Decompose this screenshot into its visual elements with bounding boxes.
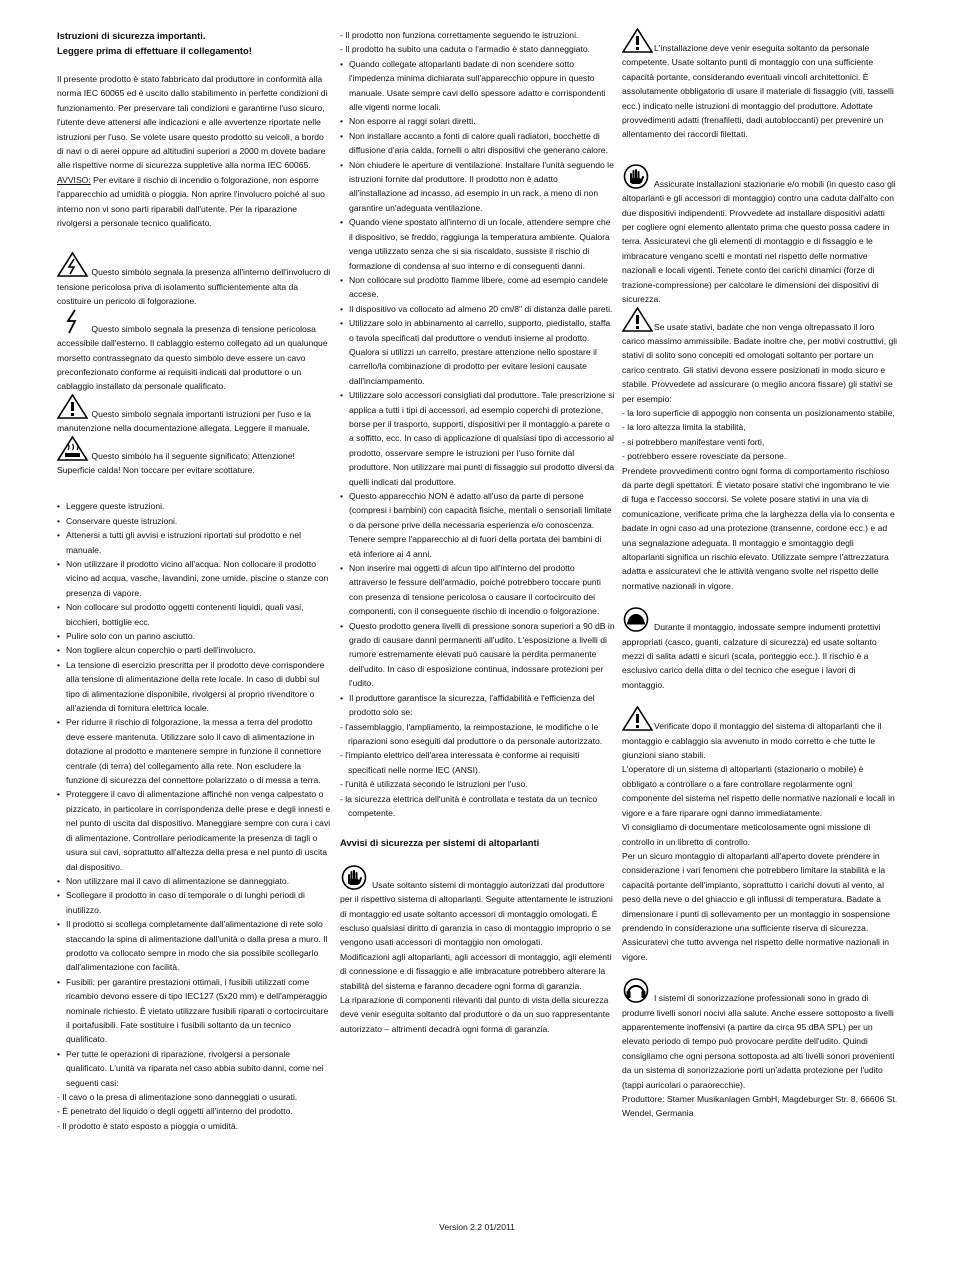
section-paragraph — [340, 865, 615, 950]
list-item: • Non chiudere le aperture di ventilazione. Installare l'unità seguendo le istruzioni fornite dal produttore. Il prodotto non è adatto all'installazione ad incasso, ad esempio in un rack, a meno di non garantire un'adeguata ventilazione. — [340, 158, 615, 216]
list-item: - Il prodotto è stato esposto a pioggia o umidità. — [57, 1120, 239, 1131]
bullet-list-1 — [57, 499, 332, 1090]
list-item: • Attenersi a tutti gli avvisi e istruzioni riportati sul prodotto e nel manuale. — [57, 528, 332, 557]
list-item: • Proteggere il cavo di alimentazione affinché non venga calpestato o pizzicato, in particolare in corrispondenza delle prese e degli innesti e nel punto di uscita dal dispositivo. Maneggiare sempre con cura i cavi di alimentazione. Controllare periodicamente la presenza di tagli o usura sui cavi, soprattutto all'altezza della presa e nel punto di uscita dal dispositivo. — [57, 787, 332, 873]
list-item: - Il prodotto non funziona correttamente seguendo le istruzioni. — [340, 30, 579, 40]
symbol2-text: Questo simbolo segnala la presenza di tensione pericolosa accessibile dall'esterno. Il cablaggio esterno collegato ad un qualunque morsetto contrassegnato da questo simbolo deve essere un cavo preconfezionato conforme ai requisiti indicati dal produttore o un cablaggio installato da personale qualificato. — [57, 323, 328, 392]
list-item: • Leggere queste istruzioni. — [57, 499, 332, 513]
p2-text: Assicurate installazioni stazionarie e/o mobili (in questo caso gli altoparlanti e gli accessori di montaggio) contro una caduta dall'alto con due dispositivi indipendenti. Provvedete ad installare dispositivi adatti per cogliere ogni elemento allentato prima che questo possa cadere in terra. Assicuratevi che gli elementi di montaggio e di fissaggio e le imbracature vengano scelti e montati nel rispetto delle normative nazionali e locali vigenti. Tenete conto dei carichi dinamici (forze di trazione-compressione) per calcolare le dimensioni dei dispositivi di sicurezza. — [622, 178, 896, 305]
p5c-text: Vi consigliamo di documentare meticolosamente ogni missione di controllo in un libretto di controllo. — [622, 822, 871, 847]
list-item: • Per tutte le operazioni di riparazione, rivolgersi a personale qualificato. L'unità va riparata nel caso abbia subito danni, come nei seguenti casi: — [57, 1047, 332, 1090]
list-item: • Pulire solo con un panno asciutto. — [57, 629, 332, 643]
list-item: - la loro superficie di appoggio non consenta un posizionamento stabile, — [622, 407, 895, 418]
exclamation-triangle-icon — [622, 706, 653, 731]
column-2 — [340, 28, 615, 1036]
intro-text: Il presente prodotto è stato fabbricato dal produttore in conformità alla norma IEC 60065 ed è uscito dallo stabilimento in perfette condizioni di funzionamento. Per preservare tali condizioni e garantirne l'uso sicuro, l'utente deve attenersi alle indicazioni e alle avvertenze riportate nelle istruzioni per l'uso. Se volete usare questo prodotto su veicoli, a bordo di navi o di aerei oppure ad altitudini superiori a 2000 m dovete badare alle rispettive norme di sicurezza suppletive alla norma IEC 60065. — [57, 74, 328, 171]
p4-text: Durante il montaggio, indossate sempre indumenti protettivi appropriati (casco, guanti, calzature di sicurezza) ed usate soltanto mezzi di salita adatti e sicuri (scala, ponteggio ecc.). Il rischio è a esclusivo carico della ditta o del tecnico che esegue i lavori di montaggio. — [622, 622, 881, 690]
list-item: - l'assemblaggio, l'ampliamento, la reimpostazione, le modifiche o le riparazioni sono eseguiti dal produttore o da personale autorizzato. — [340, 721, 603, 746]
verify-paragraph — [622, 706, 898, 762]
list-item: • Non inserire mai oggetti di alcun tipo all'interno del prodotto attraverso le fessure dell'armadio, poiché potrebbero toccare punti con presenza di tensione pericolosa o causare il cortocircuito dei componenti, con il conseguente rischio di incendio o folgorazione. — [340, 561, 615, 619]
ear-protection-icon — [622, 978, 653, 1003]
p5b-text: L'operatore di un sistema di altoparlanti (stazionario o mobile) è obbligato a controllare o a fare controllare regolarmente ogni componente del sistema nel rispetto delle normative nazionali e locali in vigore e a fare riparare ogni danno immediatamente. — [622, 764, 895, 818]
version-footer: Version 2.2 01/2011 — [439, 1222, 515, 1232]
section-text: Usate soltanto sistemi di montaggio autorizzati dal produttore per il rispettivo sistema di altoparlanti. Seguite attentamente le istruzioni di montaggio ed usate soltanto accessori di montaggio omologati. È escluso qualsiasi diritto di garanzia in caso di montaggio improprio o se vengono usati accessori di montaggio non omologati. — [340, 879, 613, 948]
helmet-paragraph — [622, 607, 898, 692]
p5d-text: Per un sicuro montaggio di altoparlanti all'aperto dovete prendere in considerazione i vari fenomeni che potrebbero limitare la stabilità e la capacità portante dell'impianto, soprattutto i carichi dovuti al vento, al peso della neve o del ghiaccio e gli influssi di temperatura. Badate a dimensionare i punti di sollevamento per un montaggio in sospensione prendendo in considerazione una sufficiente riserva di sicurezza. Assicuratevi che tutto avvenga nel rispetto delle normative nazionali in vigore. — [622, 850, 891, 962]
stand-paragraph — [622, 307, 898, 406]
symbol4-text: Questo simbolo ha il seguente significato: Attenzione! Superficie calda! Non toccare per evitare scottature. — [57, 450, 295, 475]
list-item: • Utilizzare solo accessori consigliati dal produttore. Tale prescrizione si applica a tutti i tipi di accessori, ad esempio coperchi di protezione, borse per il trasporto, supporti, dispositivi per il montaggio a parete o a soffitto, ecc. In caso di applicazione di qualsiasi tipo di accessorio al prodotto, osservare sempre le istruzioni per l'uso fornite dal produttore. Non utilizzare mai punti di fissaggio sul prodotto diversi da quelli indicati dal produttore. — [340, 388, 615, 489]
list-item: • Questo apparecchio NON è adatto all'uso da parte di persone (compresi i bambini) con capacità fisiche, mentali o sensoriali limitate o da persone prive della necessaria esperienza e/o conoscenza. Tenere sempre l'apparecchio al di fuori della portata dei bambini di età inferiore ai 4 anni. — [340, 489, 615, 561]
list-item: - l'unità è utilizzata secondo le istruzioni per l'uso. — [340, 779, 528, 790]
list-item: • Quando collegate altoparlanti badate di non scendere sotto l'impedenza minima dichiarata sull'apparecchio oppure in questo manuale. Usate sempre cavi dello spessore adatto e corrispondenti alle vigenti norme locali. — [340, 57, 615, 115]
p3b-text: Prendete provvedimenti contro ogni forma di comportamento rischioso da parte degli spettatori. È vietato posare stativi che ingombrano le vie di fuga e l'accesso soccorsi. Se volete posare stativi in una via di comunicazione, verificate prima che la larghezza della via lo consenta e badate in ogni caso ad una protezione (transenne, cordone ecc.) e ad una segnalazione adeguata. Il montaggio e smontaggio degli altoparlanti significa un rischio elevato. Utilizzate sempre l'attrezzatura adatta e assicuratevi che le attività vengano svolte nel rispetto delle normative nazionali in vigore. — [622, 465, 895, 591]
doc-title-line2: Leggere prima di effettuare il collegamento! — [57, 45, 252, 56]
list-item: • Non esporre ai raggi solari diretti. — [340, 114, 615, 128]
section-title: Avvisi di sicurezza per sistemi di altoparlanti — [340, 837, 540, 849]
list-item: • Il prodotto si scollega completamente dall'alimentazione di rete solo staccando la spina di alimentazione dall'unità o dalla presa a muro. Il prodotto va collocato sempre in modo che sia possibile scollegarlo dall'alimentazione con facilità. — [57, 917, 332, 975]
list-item: • Conservare queste istruzioni. — [57, 514, 332, 528]
hearing-paragraph — [622, 978, 898, 1092]
dash-list-3 — [622, 406, 898, 464]
list-item: • Quando viene spostato all'interno di un locale, attendere sempre che il dispositivo, se freddo, raggiunga la temperatura ambiente. Qualora venga utilizzato senza che si sia riscaldato, sussiste il rischio di formazione di condensa al suo interno e di conseguenti danni. — [340, 215, 615, 273]
p6-text: I sistemi di sonorizzazione professionali sono in grado di produrre livelli sonori nocivi alla salute. Anche essere sottoposto a livelli apparentemente inoffensivi (a partire da circa 95 dBA SPL) per un elevato periodo di tempo può provocare perdite dell'udito. Quindi consigliamo che ogni persona sottoposta ad alti livelli sonori provenienti da un sistema di sonorizzazione porti un'adatta protezione per l'udito (tappi auricolari o paraorecchie). — [622, 993, 895, 1090]
exclamation-triangle-icon — [622, 28, 653, 53]
list-item: • Non utilizzare il prodotto vicino all'acqua. Non collocare il prodotto vicino ad acqua, vasche, lavandini, zone umide, piscine o stanze con presenza di vapore. — [57, 557, 332, 600]
list-item: • Non installare accanto a fonti di calore quali radiatori, bocchette di diffusione d'aria calda, fornelli o altri dispositivi che generano calore. — [340, 129, 615, 158]
list-item: • Non collocare sul prodotto oggetti contenenti liquidi, quali vasi, bicchieri, bottiglie ecc. — [57, 600, 332, 629]
symbol-exclamation-paragraph — [57, 394, 332, 436]
list-item: • Non togliere alcun coperchio o parti dell'involucro. — [57, 643, 332, 657]
dash-list-1 — [57, 1090, 332, 1133]
list-item: - l'impianto elettrico dell'area interessata è conforme ai requisiti specificati nelle norme IEC (ANSI). — [340, 750, 580, 775]
list-item: • Fusibili: per garantire prestazioni ottimali, i fusibili utilizzati come ricambio devono essere di tipo IEC127 (5x20 mm) e dell'amperaggio nominale richiesto. È vietato utilizzare fusibili riparati o cortocircuitare il portafusibili. Fate sostituire i fusibili soltanto da un tecnico qualificato. — [57, 975, 332, 1047]
helmet-icon — [622, 607, 653, 632]
symbol3-text: Questo simbolo segnala importanti istruzioni per l'uso e la manutenzione nella documentazione allegata. Leggere il manuale. — [57, 408, 311, 434]
column-3 — [622, 28, 898, 1121]
hand-stop-icon — [340, 865, 371, 890]
list-item: • Il dispositivo va collocato ad almeno 20 cm/8" di distanza dalle pareti. — [340, 302, 615, 316]
hot-surface-icon — [57, 436, 88, 461]
list-item: • Scollegare il prodotto in caso di temporale o di lunghi periodi di inutilizzo. — [57, 888, 332, 917]
list-item: - si potrebbero manifestare venti forti, — [622, 436, 765, 447]
warning-label: AVVISO: — [57, 174, 91, 185]
list-item: - Il prodotto ha subito una caduta o l'armadio è stato danneggiato. — [340, 44, 591, 55]
lightning-bolt-icon — [57, 309, 88, 334]
symbol1-text: Questo simbolo segnala la presenza all'interno dell'involucro di tensione pericolosa priva di isolamento sufficientemente alta da costituire un pericolo di folgorazione. — [57, 267, 331, 307]
bullet-list-2 — [340, 57, 615, 720]
install-paragraph — [622, 28, 898, 142]
list-item: - la loro altezza limita la stabilità, — [622, 422, 746, 433]
fall-paragraph — [622, 164, 898, 307]
symbol-hot-paragraph — [57, 436, 332, 478]
list-item: - potrebbero essere rovesciate da persone. — [622, 451, 787, 462]
hand-stop-icon — [622, 164, 653, 189]
dash-list-2b — [340, 720, 615, 821]
list-item: • Non utilizzare mai il cavo di alimentazione se danneggiato. — [57, 874, 332, 888]
list-item: • Utilizzare solo in abbinamento al carrello, supporto, piedistallo, staffa o tavola specificati dal produttore o venduti insieme al prodotto. Qualora si utilizzi un carrello, prestare attenzione nello spostare il carrello/la combinazione di prodotto per evitare lesioni causate dall'inciampamento. — [340, 316, 615, 388]
p1-text: L'installazione deve venir eseguita soltanto da personale competente. Usate soltanto punti di montaggio con una sufficiente capacità portante, considerando eventuali vincoli architettonici. È assolutamente obbligatorio di usare il materiale di fissaggio (viti, tasselli ecc.) indicato nelle istruzioni di montaggio del produttore. Adottate provvedimenti adatti (frenafiletti, dadi autobloccanti) per prevenire un allentamento dei raccordi filettati. — [622, 43, 894, 140]
list-item: - Il cavo o la presa di alimentazione sono danneggiati o usurati. — [57, 1092, 298, 1102]
lightning-triangle-icon — [57, 252, 88, 277]
list-item: - la sicurezza elettrica dell'unità è controllata e testata da un tecnico competente. — [340, 793, 598, 818]
dash-list-2a — [340, 28, 615, 57]
doc-title-line1: Istruzioni di sicurezza importanti. — [57, 30, 206, 41]
list-item: • Per ridurre il rischio di folgorazione, la messa a terra del prodotto deve essere mantenuta. Utilizzare solo il cavo di alimentazione in dotazione al prodotto e mantenere sempre in funzione il connettore centrale (di terra) del collegamento alla rete. Non escludere la funzione di sicurezza del connettore polarizzato o di messa a terra. — [57, 715, 332, 787]
column-1 — [57, 28, 332, 1133]
warning-paragraph — [57, 173, 332, 231]
list-item: • La tensione di esercizio prescritta per il prodotto deve corrispondere alla tensione di alimentazione della rete locale. In caso di dubbi sul tipo di alimentazione disponibile, rivolgersi al proprio rivenditore o all'azienda di fornitura elettrica locale. — [57, 658, 332, 716]
exclamation-triangle-icon — [622, 307, 653, 332]
symbol-lightning-paragraph — [57, 252, 332, 308]
p5-text: Verificate dopo il montaggio del sistema di altoparlanti che il montaggio e cablaggio sia avvenuto in modo corretto e che tutte le giunzioni siano stabili. — [622, 721, 882, 761]
warning-text: Per evitare il rischio di incendio o folgorazione, non esporre l'apparecchio ad umidità o pioggia. Non aprire l'involucro poiché al suo interno non vi sono parti riparabili dall'utente. Per la riparazione rivolgersi a personale tecnico qualificato. — [57, 174, 325, 229]
list-item: • Il produttore garantisce la sicurezza, l'affidabilità e l'efficienza del prodotto solo se: — [340, 691, 615, 720]
symbol-bolt-paragraph — [57, 309, 332, 394]
exclamation-triangle-icon — [57, 394, 88, 419]
list-item: • Non collocare sul prodotto fiamme libere, come ad esempio candele accese. — [340, 273, 615, 302]
p3-text: Se usate stativi, badate che non venga oltrepassato il loro carico massimo ammissibile. Badate inoltre che, per motivi costruttivi, gli stativi di solito sono concepiti ed omologati soltanto per portare un carico centrato. Gli stativi devono essere posizionati in modo sicuro e stabile. Provvedete ad assicurare (o meglio ancora fissare) gli stativi se per esempio: — [622, 321, 898, 404]
section-text3: La riparazione di componenti rilevanti dal punto di vista della sicurezza deve venir eseguita soltanto dal produttore o da un suo rappresentante autorizzato – altrimenti decadrà ogni forma di garanzia. — [340, 995, 610, 1034]
producer-text: Produttore: Stamer Musikanlagen GmbH, Magdeburger Str. 8, 66606 St. Wendel, Germania — [622, 1094, 898, 1119]
list-item: • Questo prodotto genera livelli di pressione sonora superiori a 90 dB in grado di causare danni permanenti all'udito. L'esposizione a livelli di rumore estremamente elevati può causare la perdita permanente dell'udito. In caso di esposizione continua, indossare protezioni per l'udito. — [340, 619, 615, 691]
list-item: - È penetrato del liquido o degli oggetti all'interno del prodotto. — [57, 1106, 293, 1117]
section-text2: Modificazioni agli altoparlanti, agli accessori di montaggio, agli elementi di connessione e di fissaggio e alle imbracature potrebbero alterare la stabilità del sistema e faranno decadere ogni forma di garanzia. — [340, 951, 612, 991]
